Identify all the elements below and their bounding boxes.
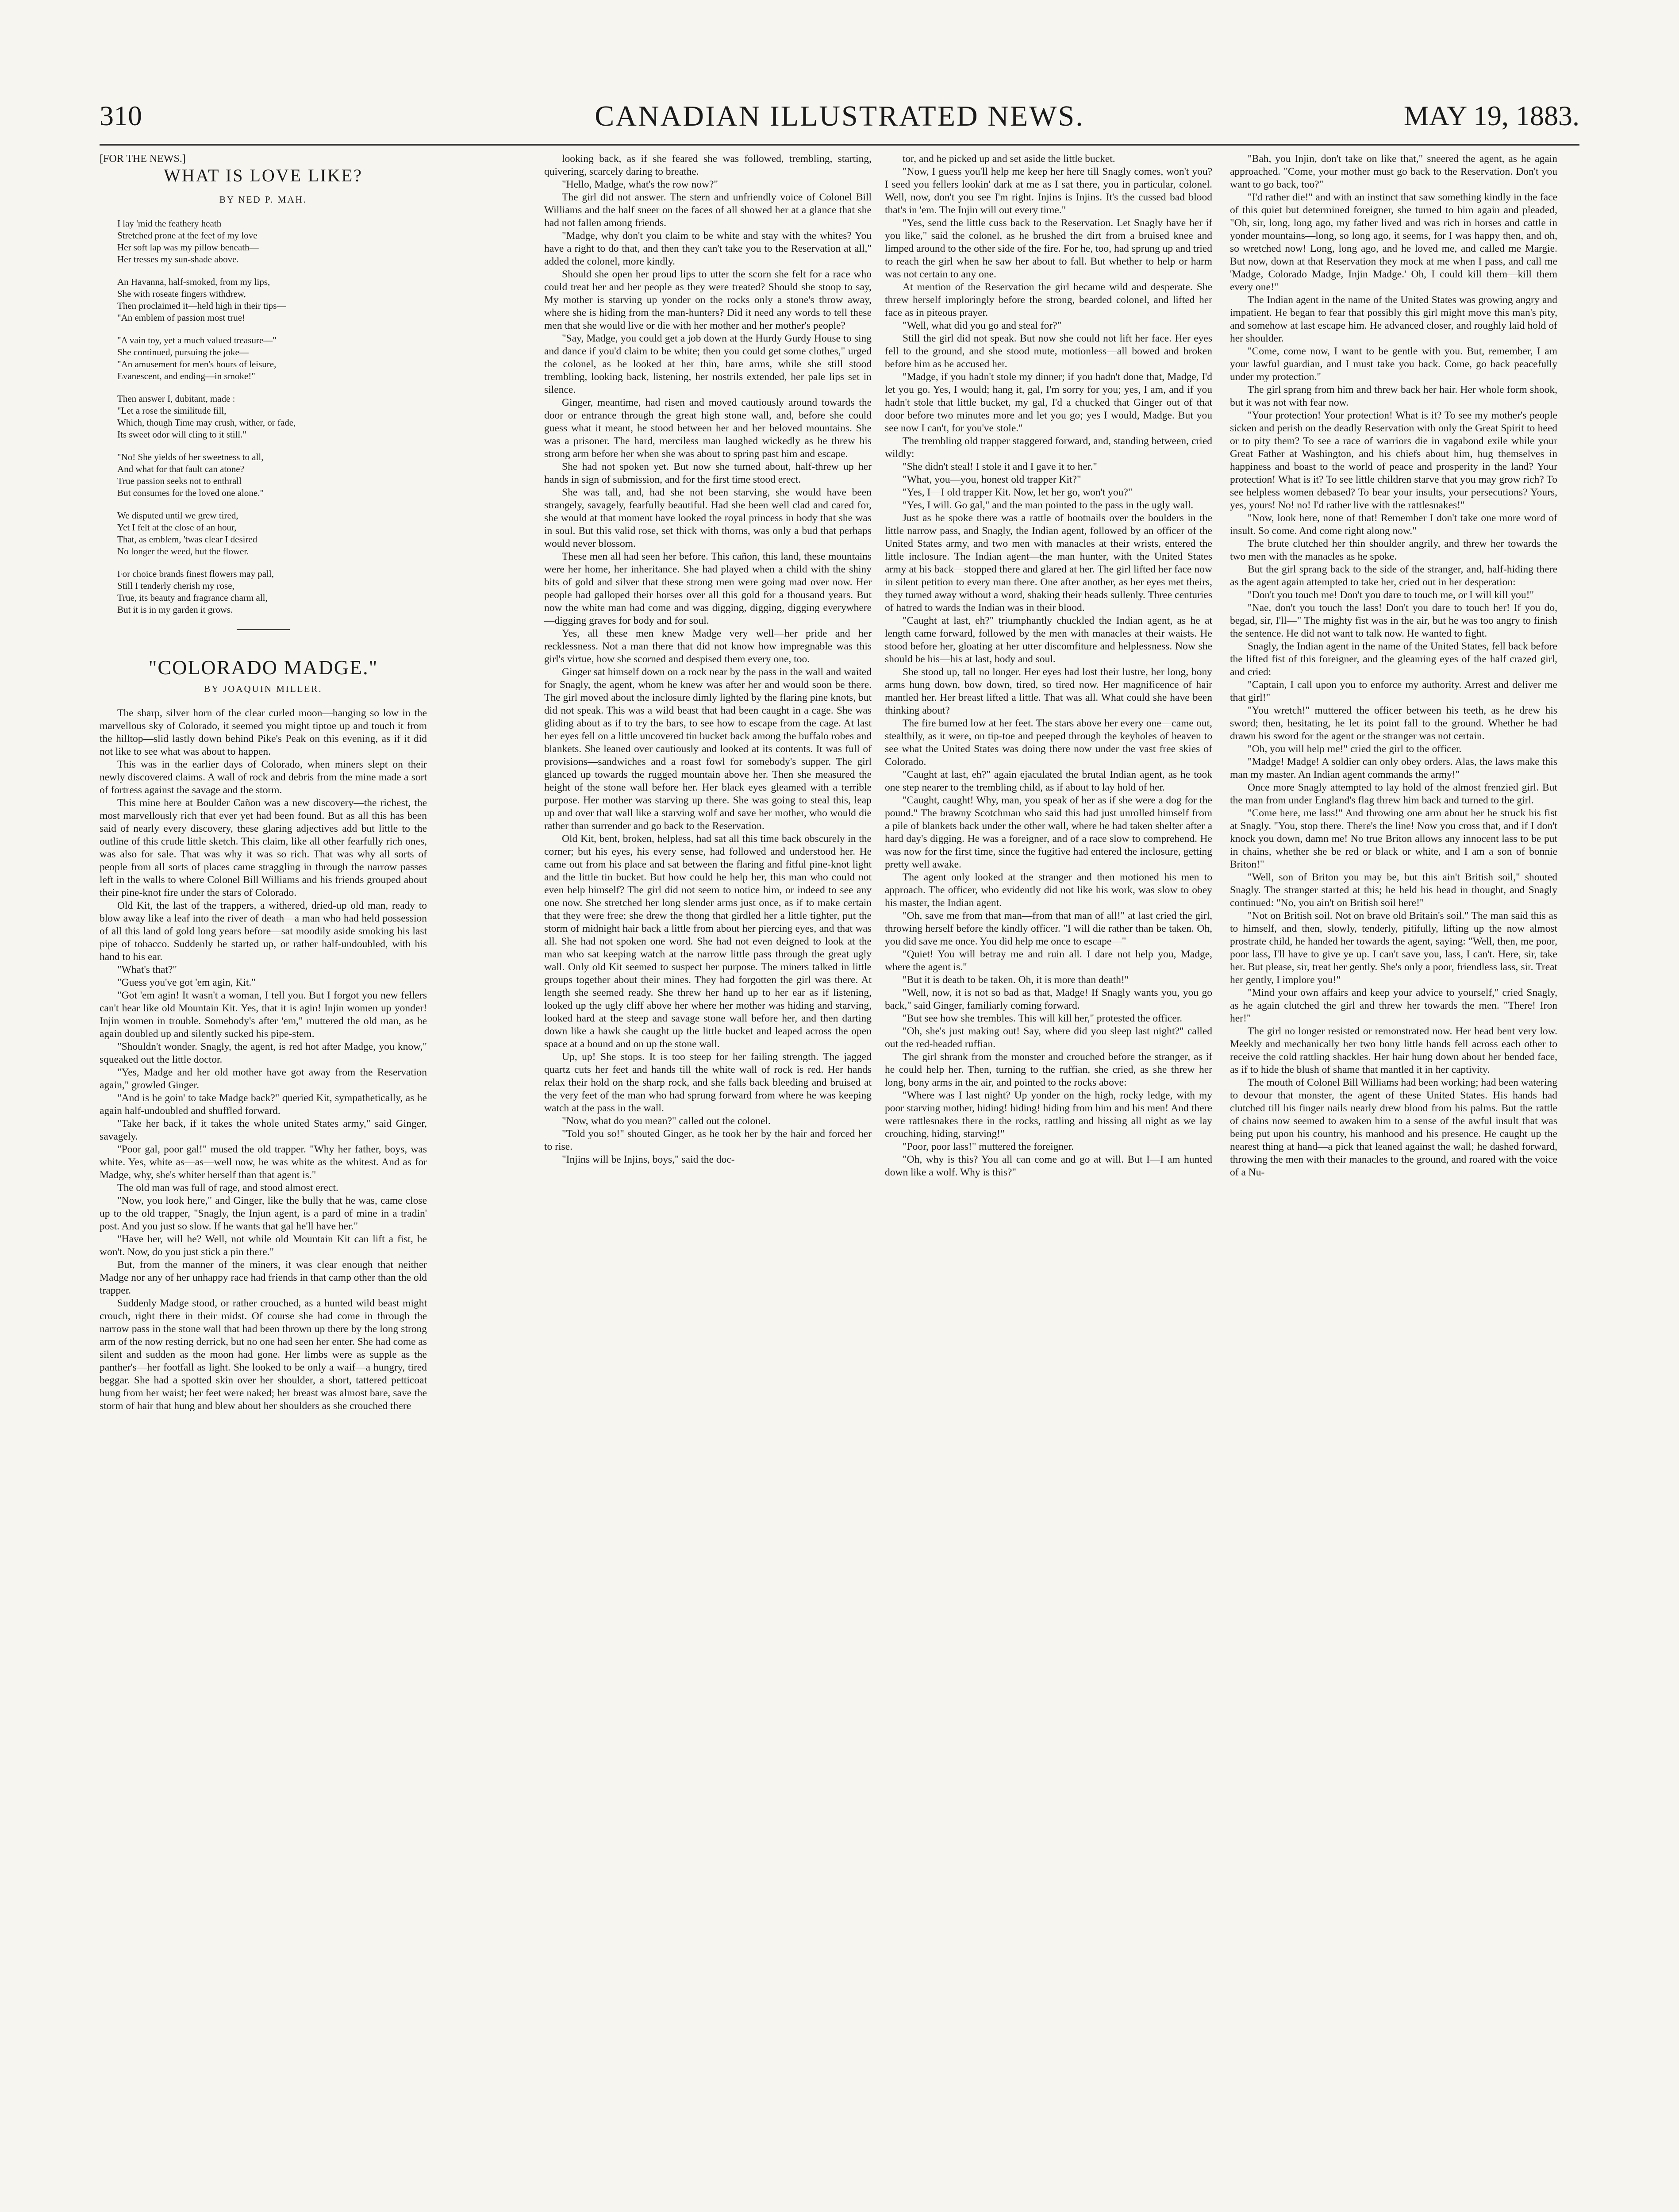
poem-line: Then answer I, dubitant, made :	[117, 393, 235, 404]
poem-stanza	[117, 510, 427, 557]
story-paragraph: "Well, now, it is not so bad as that, Madge! If Snagly wants you, you go back," said Ginger, familiarly coming forward.	[885, 987, 1212, 1011]
story-paragraph: Old Kit, the last of the trappers, a withered, dried-up old man, ready to blow away like a leaf into the river of death—a man who had held possession of all this land of gold long years before—sat moodily aside smoking his last pipe of tobacco. Suddenly he started up, or rather half-undoubled, with his hand to his ear.	[100, 900, 427, 963]
story-paragraph: This was in the earlier days of Colorado, when miners slept on their newly discovered claims. A wall of rock and debris from the mine made a sort of fortress against the savage and the storm.	[100, 759, 427, 796]
story-paragraph: She had not spoken yet. But now she turned about, half-threw up her hands in sign of submission, and for the first time stood erect.	[544, 461, 872, 485]
story-paragraph: "Well, what did you go and steal for?"	[903, 320, 1062, 331]
story-paragraph: "Yes, I—I old trapper Kit. Now, let her go, won't you?"	[903, 487, 1133, 498]
story-paragraph: "Got 'em agin! It wasn't a woman, I tell you. But I forgot you new fellers can't hear like old Mountain Kit. Yes, that it is agin! Injin women up yonder! Injin women in trouble. Somebody's after 'em," muttered the old man, as he again doubled up and silently sucked his pipe-stem.	[100, 990, 427, 1040]
poem-line: Still I tenderly cherish my rose,	[117, 580, 234, 591]
story-paragraph: But the girl sprang back to the side of the stranger, and, half-hiding there as the agent again attempted to take her, cried out in her desperation:	[1230, 564, 1557, 588]
story-paragraph: "Caught at last, eh?" triumphantly chuckled the Indian agent, as he at length came forward, followed by the men with manacles at their waists. He stood before her, gloating at her utter discomfiture and helplessness. Now she should be his—his at last, body and soul.	[885, 615, 1212, 665]
poem-line: But it is in my garden it grows.	[117, 604, 233, 615]
story-paragraph: "Now, look here, none of that! Remember I don't take one more word of insult. So come. And come right along now."	[1230, 512, 1557, 537]
poem-line: "An amusement for men's hours of leisure,	[117, 359, 277, 369]
story-paragraph: "Not on British soil. Not on brave old Britain's soil." The man said this as to himself, and then, slowly, tenderly, pitifully, lifting up the now almost prostrate child, he handed her towards the agent, saying: "Well, then, me poor, poor lass, I'll have to give ye up. I can't save you, lass, I can't. Here, sir, take her. But please, sir, treat her gently. She's only a poor, friendless lass, sir. Treat her gently, I implore you!"	[1230, 910, 1557, 986]
story-paragraph: "Don't you touch me! Don't you dare to touch me, or I will kill you!"	[1248, 589, 1534, 601]
story-paragraph: "Yes, I will. Go gal," and the man pointed to the pass in the ugly wall.	[903, 499, 1194, 511]
story-paragraph: Up, up! She stops. It is too steep for her failing strength. The jagged quartz cuts her feet and hands till the white wall of rock is red. Her hands relax their hold on the sharp rock, and she falls back bleeding and bruised at the very feet of the man who had sprung forward from where he was keeping watch at the pass in the wall.	[544, 1051, 872, 1114]
story-paragraph: She stood up, tall no longer. Her eyes had lost their lustre, her long, bony arms hung down, bow down, tired, so tired now. Her magnificence of hair mantled her. Her breast lifted a little. That was all. What could she have been thinking about?	[885, 666, 1212, 716]
poem-line: "A vain toy, yet a much valued treasure—"	[117, 335, 277, 346]
story-paragraph: looking back, as if she feared she was followed, trembling, starting, quivering, scarcely daring to breathe.	[544, 153, 872, 177]
story-paragraph: "Bah, you Injin, don't take on like that," sneered the agent, as he again approached. "Come, your mother must go back to the Reservation. Don't you want to go back, too?"	[1230, 153, 1557, 190]
poem-line: True passion seeks not to enthrall	[117, 476, 242, 486]
story-paragraph: "And is he goin' to take Madge back?" queried Kit, sympathetically, as he again half-undoubled and shuffled forward.	[100, 1092, 427, 1117]
story-paragraph: The sharp, silver horn of the clear curled moon—hanging so low in the marvellous sky of Colorado, it seemed you might tiptoe up and touch it from the hilltop—slid lastly down behind Pike's Peak on this evening, as if it did not like to see what was about to happen.	[100, 707, 427, 757]
story-column-1-text	[100, 707, 427, 1413]
story-paragraph: Just as he spoke there was a rattle of bootnails over the boulders in the little narrow pass, and Snagly, the Indian agent, followed by an officer of the United States army, and two men with manacles at their wrists, entered the little inclosure. The Indian agent—the man hunter, with the United States army at his back—stopped there and glared at her. The girl lifted her face now in silent petition to every man there. One after another, as her eyes met theirs, they turned away without a word, shaking their heads sullenly. Three centuries of hatred to wards the Indian was in their blood.	[885, 512, 1212, 614]
issue-date: MAY 19, 1883.	[1403, 100, 1579, 131]
poem-line: Her tresses my sun-shade above.	[117, 254, 239, 265]
poem-line: Then proclaimed it—held high in their tips—	[117, 300, 286, 311]
story-title: "COLORADO MADGE."	[148, 656, 378, 679]
story-paragraph: "Your protection! Your protection! What is it? To see my mother's people sicken and perish on the deadly Reservation with only the Great Spirit to heed or to pity them? To see a race of warriors die in vagabond exile while your Great Father at Washington, and his chiefs about him, hug themselves in happiness and boast to the world of peace and prosperity in the land? Your protection! What is it? To see little children starve that you may grow rich? To see helpless women debased? To bear your insults, your persecutions? Yours, yes, yours! No! no! I'd rather live with the rattlesnakes!"	[1230, 410, 1557, 511]
poem-stanza	[117, 276, 427, 324]
story-paragraph: "But see how she trembles. This will kill her," protested the officer.	[903, 1013, 1183, 1024]
story-paragraph: "Now, you look here," and Ginger, like the bully that he was, came close up to the old trapper, "Snagly, the Injun agent, is a pard of mine in a tradin' post. And you just so slow. If he wants that gal he'll have her."	[100, 1195, 427, 1232]
story-paragraph: "She didn't steal! I stole it and I gave it to her."	[903, 461, 1097, 472]
poem-stanza	[117, 451, 427, 499]
story-paragraph: "Well, son of Briton you may be, but this ain't British soil," shouted Snagly. The stranger started at this; he held his head in thought, and Snagly continued: "No, you ain't on British soil here!"	[1230, 872, 1557, 909]
poem-line: Yet I felt at the close of an hour,	[117, 522, 237, 533]
story-paragraph: This mine here at Boulder Cañon was a new discovery—the richest, the most marvellously rich that ever yet had been found. But as all this has been said of nearly every discovery, these glaring adjectives add but little to the outline of this crude little sketch. This claim, like all other fearfully rich ones, was also for sale. That was why it was so rich. That was why all sorts of people from all sorts of places came straggling in through the narrow passes left in the walls to where Colonel Bill Williams and his friends grouped about their pine-knot fire under the stars of Colorado.	[100, 797, 427, 899]
poem-line: For choice brands finest flowers may pall,	[117, 568, 274, 579]
poem-stanza	[117, 334, 427, 382]
story-paragraph: The Indian agent in the name of the United States was growing angry and impatient. He began to fear that possibly this girl might move this man's pity, and somehow at last escape him. He advanced closer, and roughly laid hold of her shoulder.	[1230, 294, 1557, 344]
poem-line: "Let a rose the similitude fill,	[117, 405, 227, 416]
story-paragraph: "Guess you've got 'em agin, Kit."	[117, 977, 256, 988]
story-paragraph: But, from the manner of the miners, it was clear enough that neither Madge nor any of her unhappy race had friends in that camp other than the old trapper.	[100, 1259, 427, 1296]
story-paragraph: The old man was full of rage, and stood almost erect.	[117, 1182, 338, 1194]
story-paragraph: At mention of the Reservation the girl became wild and desperate. She threw herself imploringly before the strong, bearded colonel, and lifted her face as in piteous prayer.	[885, 281, 1212, 319]
story-paragraph: The girl no longer resisted or remonstrated now. Her head bent very low. Meekly and mechanically her two bony little hands fell across each other to receive the cold rattling shackles. Her hair hung down about her bended face, as if to hide the blush of shame that mantled it in her captivity.	[1230, 1025, 1557, 1075]
story-paragraph: "Now, I guess you'll help me keep her here till Snagly comes, won't you? I seed you fellers lookin' dark at me as I sat there, you in particular, colonel. Well, now, don't you see I'm right. Injins is Injins. It's the cussed bad blood that's in 'em. The Injin will out every time."	[885, 166, 1212, 216]
story-paragraph: "Mind your own affairs and keep your advice to yourself," cried Snagly, as he again clutched the girl and threw her towards the men. "There! Iron her!"	[1230, 987, 1557, 1024]
story-paragraph: Snagly, the Indian agent in the name of the United States, fell back before the lifted fist of this foreigner, and the gleaming eyes of the half crazed girl, and cried:	[1230, 641, 1557, 678]
story-paragraph: "Oh, she's just making out! Say, where did you sleep last night?" called out the red-headed ruffian.	[885, 1025, 1212, 1050]
story-paragraph: "Say, Madge, you could get a job down at the Hurdy Gurdy House to sing and dance if you'd claim to be white; then you could get some clothes," urged the colonel, as he looked at her thin, bare arms, while she still stood trembling, looking back, listening, her nostrils extended, her pale lips set in silence.	[544, 333, 872, 396]
story-paragraph: The girl did not answer. The stern and unfriendly voice of Colonel Bill Williams and the half sneer on the faces of all showed her at a glance that she had not fallen among friends.	[544, 192, 872, 229]
story-paragraph: "Yes, send the little cuss back to the Reservation. Let Snagly have her if you like," said the colonel, as he brushed the dirt from a bruised knee and limped around to the other side of the fire. For he, too, had sprung up and tried to reach the girl when he saw her about to fall. But whether to help or harm was not certain to any one.	[885, 217, 1212, 280]
story-paragraph: "You wretch!" muttered the officer between his teeth, as he drew his sword; then, hesitating, he let its point fall to the ground. Whether he had drawn his sword for the agent or the stranger was not certain.	[1230, 705, 1557, 742]
poem-line: An Havanna, half-smoked, from my lips,	[117, 276, 270, 287]
poem-line: She with roseate fingers withdrew,	[117, 288, 246, 299]
story-paragraph: tor, and he picked up and set aside the little bucket.	[903, 153, 1115, 165]
poem-line: I lay 'mid the feathery heath	[117, 218, 222, 229]
story-paragraph: "Come here, me lass!" And throwing one arm about her he struck his fist at Snagly. "You, stop there. There's the line! Now you cross that, and if I don't knock you down, damn me! No true Briton allows any innocent lass to be put in chains, whether she be red or black or white, and I am a son of bonnie Briton!"	[1230, 807, 1557, 870]
poem-byline: BY NED P. MAH.	[219, 194, 307, 205]
poem-kicker: [FOR THE NEWS.]	[100, 153, 186, 165]
story-paragraph: "Poor gal, poor gal!" mused the old trapper. "Why her father, boys, was white. Yes, white as—as—well now, he was white as the whitest. And as for Madge, why, she's whiter herself than that agent is."	[100, 1144, 427, 1181]
story-byline: BY JOAQUIN MILLER.	[204, 684, 323, 694]
poem-line: And what for that fault can atone?	[117, 464, 244, 474]
story-paragraph: These men all had seen her before. This cañon, this land, these mountains were her home, her inheritance. She had played when a child with the shiny bits of gold and silver that these strong men were going mad over now. Her people had galloped their horses over all this gold for a thousand years. But now the white man had come and was digging, digging, digging everywhere—digging graves for body and for soul.	[544, 551, 872, 626]
story-paragraph: "I'd rather die!" and with an instinct that saw something kindly in the face of this quiet but determined foreigner, she turned to him again and pleaded, "Oh, sir, long, long ago, my father lived and was rich in horses and cattle in yonder mountains—long, so long ago, it seems, for I was happy then, and oh, so wretched now! Long, long ago, and he loved me, and called me Margie. But now, down at that Reservation they mock at me when I pass, and call me 'Madge, Colorado Madge, Injin Madge.' Oh, I could kill them—kill them every one!"	[1230, 192, 1557, 293]
story-paragraph: Once more Snagly attempted to lay hold of the almost frenzied girl. But the man from under England's flag threw him back and turned to the girl.	[1230, 782, 1557, 806]
section-divider	[237, 629, 290, 630]
poem-line: Stretched prone at the feet of my love	[117, 230, 257, 241]
story-paragraph: "Oh, why is this? You all can come and go at will. But I—I am hunted down like a wolf. Why is this?"	[885, 1154, 1212, 1178]
poem-line: Evanescent, and ending—in smoke!"	[117, 371, 255, 381]
story-paragraph: The trembling old trapper staggered forward, and, standing between, cried wildly:	[885, 435, 1212, 460]
column-4	[1230, 153, 1557, 1179]
story-paragraph: "What's that?"	[117, 964, 177, 975]
story-paragraph: "Yes, Madge and her old mother have got away from the Reservation again," growled Ginger.	[100, 1067, 427, 1091]
story-paragraph: The agent only looked at the stranger and then motioned his men to approach. The officer, who evidently did not like his work, was slow to obey his master, the Indian agent.	[885, 872, 1212, 909]
column-2	[544, 153, 872, 1166]
poem-line: Its sweet odor will cling to it still."	[117, 429, 247, 440]
story-paragraph: "Quiet! You will betray me and ruin all. I dare not help you, Madge, where the agent is."	[885, 949, 1212, 973]
story-paragraph: "Where was I last night? Up yonder on the high, rocky ledge, with my poor starving mother, hiding! hiding! hiding from him and his men! And there were rattlesnakes there in the rocks, rattling and hissing all night as we lay crouching, hiding, starving!"	[885, 1090, 1212, 1140]
story-paragraph: "Caught at last, eh?" again ejaculated the brutal Indian agent, as he took one step nearer to the trembling child, as if about to lay hold of her.	[885, 769, 1212, 793]
story-paragraph: The girl sprang from him and threw back her hair. Her whole form shook, but it was not with fear now.	[1230, 384, 1557, 408]
column-3	[885, 153, 1212, 1179]
story-paragraph: "Captain, I call upon you to enforce my authority. Arrest and deliver me that girl!"	[1230, 679, 1557, 703]
poem-line: But consumes for the loved one alone."	[117, 488, 264, 498]
story-paragraph: The mouth of Colonel Bill Williams had been working; had been watering to devour that monster, the agent of these United States. His hands had clutched till his finger nails nearly drew blood from his palms. But the rattle of chains now seemed to awaken him to a sense of the awful insult that was being put upon his country, his manhood and his presence. He caught up the nearest thing at hand—a pick that leaned against the wall; he dashed forward, throwing the men with their manacles to the ground, and roared with the voice of a Nu-	[1230, 1077, 1557, 1178]
story-paragraph: Ginger, meantime, had risen and moved cautiously around towards the door or entrance through the great high stone wall, and, before she could guess what it meant, he stood between her and her beloved mountains. She was a prisoner. The hard, merciless man laughed wickedly as he threw his strong arm before her when she was about to spring past him and escape.	[544, 397, 872, 460]
header-rule	[100, 144, 1579, 146]
poem-stanza	[117, 568, 427, 616]
story-paragraph: Old Kit, bent, broken, helpless, had sat all this time back obscurely in the corner; but his eyes, his every sense, had followed and understood her. He came out from his place and sat between the flaring and fitful pine-knot light and the little tin bucket. But how could he help her, this man who could not even help himself? The girl did not seem to notice him, or indeed to see any one now. She stretched her long slender arms just once, as if to make certain that they were free; she drew the thong that girdled her a little tighter, put the storm of midnight hair back a little from about her piercing eyes, and that was all. She had not spoken one word. She had not even deigned to look at the man who sat keeping watch at the narrow little pass through the great ugly wall. Only old Kit seemed to suspect her purpose. The miners talked in little groups together about their mines. They had forgotten the girl was there. At length she seemed ready. She threw her hand up to her ear as if listening, looked up the ugly cliff above her where her mother was hiding and starving, looked hard at the steep and savage stone wall before her, and then darting down like a hawk she caught up the little bucket and leaped across the open space at a bound and on up the stone wall.	[544, 833, 872, 1050]
column-1	[100, 153, 427, 1413]
poem-line: "An emblem of passion most true!	[117, 312, 246, 323]
poem-line: No longer the weed, but the flower.	[117, 546, 249, 557]
story-paragraph: She was tall, and, had she not been starving, she would have been strangely, savagely, fearfully beautiful. Had she been well clad and cared for, she would at that moment have looked the royal princess in body that she was in soul. But this valid rose, set thick with thorns, was only a bud that perhaps would never blossom.	[544, 487, 872, 549]
poem-line: Her soft lap was my pillow beneath—	[117, 242, 259, 253]
story-paragraph: "Come, come now, I want to be gentle with you. But, remember, I am your lawful guardian, and I must take you back. Come, go back peacefully under my protection."	[1230, 346, 1557, 383]
story-paragraph: "Have her, will he? Well, not while old Mountain Kit can lift a fist, he won't. Now, do you just stick a pin there."	[100, 1233, 427, 1258]
poem-line: Which, though Time may crush, wither, or fade,	[117, 417, 296, 428]
story-paragraph: "Hello, Madge, what's the row now?"	[562, 179, 718, 190]
story-paragraph: "Oh, save me from that man—from that man of all!" at last cried the girl, throwing herself before the kindly officer. "I will die rather than be taken. Oh, you did save me once. You did help me once to escape—"	[885, 910, 1212, 947]
story-paragraph: Ginger sat himself down on a rock near by the pass in the wall and waited for Snagly, the agent, whom he knew was after her and would soon be there. The girl moved about the inclosure dimly lighted by the flaring pine knots, but did not speak. This was a wild beast that had been caught in a cage. She was gliding about as if to try the bars, to see how to escape from the cage. At last her eyes fell on a little uncovered tin bucket back among the buffalo robes and blankets. She leaned over cautiously and looked at its contents. It was full of provisions—sandwiches and a roast fowl for somebody's supper. The girl glanced up towards the rugged mountain above her. Then she measured the height of the stone wall before her. Her black eyes gleamed with a terrible purpose. Her mother was starving up there. She was going to steal this, leap up and over that wall like a starving wolf and save her mother, who would die rather than surrender and go back to the Reservation.	[544, 666, 872, 832]
story-paragraph: "Take her back, if it takes the whole united States army," said Ginger, savagely.	[100, 1118, 427, 1142]
poem-title: WHAT IS LOVE LIKE?	[164, 165, 363, 185]
story-paragraph: "But it is death to be taken. Oh, it is more than death!"	[903, 974, 1129, 986]
story-paragraph: "Poor, poor lass!" muttered the foreigner.	[903, 1141, 1074, 1152]
story-paragraph: Suddenly Madge stood, or rather crouched, as a hunted wild beast might crouch, right there in their midst. Of course she had come in through the narrow pass in the stone wall that had been thrown up there by the long strong arm of the now resting derrick, but no one had seen her enter. She had come as silent and sudden as the moon had gone. Her limbs were as supple as the panther's—her footfall as light. She looked to be only a waif—a hungry, tired beggar. She had a spotted skin over her shoulder, a short, tattered petticoat hung from her waist; her feet were naked; her breast was almost bare, save the storm of hair that hung and blew about her shoulders as she crouched there	[100, 1298, 427, 1412]
story-paragraph: "Shouldn't wonder. Snagly, the agent, is red hot after Madge, you know," squeaked out the little doctor.	[100, 1041, 427, 1065]
story-paragraph: The fire burned low at her feet. The stars above her every one—came out, stealthily, as it were, on tip-toe and peeped through the keyholes of heaven to see what the United States was doing there now under the vast free skies of Colorado.	[885, 718, 1212, 768]
poem-line: True, its beauty and fragrance charm all,	[117, 592, 268, 603]
story-paragraph: Should she open her proud lips to utter the scorn she felt for a race who could treat her and her people as they were treated? Should she stoop to say, My mother is starving up yonder on the rocks only a stone's throw away, where she is hiding from the man-hunters? Did it need any words to tell these men that she would live or die with her mother and her mother's people?	[544, 269, 872, 331]
story-paragraph: Yes, all these men knew Madge very well—her pride and her recklessness. Not a man there that did not know how impregnable was this girl's virtue, how she scorned and despised them every one, too.	[544, 628, 872, 665]
poem-stanza	[117, 393, 427, 441]
story-paragraph: "Oh, you will help me!" cried the girl to the officer.	[1248, 743, 1462, 755]
story-paragraph: Still the girl did not speak. But now she could not lift her face. Her eyes fell to the ground, and she stood mute, motionless—all bowed and broken before him as he accused her.	[885, 333, 1212, 370]
story-paragraph: "Madge, if you hadn't stole my dinner; if you hadn't done that, Madge, I'd let you go. Yes, I would; hang it, gal, I'm sorry for you; yes, I am, and if you hadn't stole that little bucket, my gal, I'd a chucked that Ginger out of that door before two minutes more and let you go; yes I would, Madge. But you see now I can't, for you've stole."	[885, 371, 1212, 434]
poem-line: She continued, pursuing the joke—	[117, 347, 249, 357]
poem-line: That, as emblem, 'twas clear I desired	[117, 534, 257, 545]
poem-line: "No! She yields of her sweetness to all,	[117, 452, 264, 462]
story-paragraph: "Told you so!" shouted Ginger, as he took her by the hair and forced her to rise.	[544, 1128, 872, 1152]
story-paragraph: "Injins will be Injins, boys," said the doc-	[562, 1154, 735, 1165]
story-paragraph: "Now, what do you mean?" called out the colonel.	[562, 1115, 771, 1127]
story-paragraph: "Madge! Madge! A soldier can only obey orders. Alas, the laws make this man my master. An Indian agent commands the army!"	[1230, 756, 1557, 780]
story-paragraph: "Nae, don't you touch the lass! Don't you dare to touch her! If you do, begad, sir, I'll—" The mighty fist was in the air, but he was too angry to finish the sentence. He did not want to talk now. He wanted to fight.	[1230, 602, 1557, 639]
story-paragraph: "Caught, caught! Why, man, you speak of her as if she were a dog for the pound." The brawny Scotchman who said this had just unrolled himself from a pile of blankets back under the other wall, where he had taken shelter after a hard day's digging. He was a foreigner, and of a race slow to comprehend. He was now for the first time, since the fugitive had entered the inclosure, getting pretty well awake.	[885, 795, 1212, 870]
poem-stanza	[117, 218, 427, 265]
masthead-title: CANADIAN ILLUSTRATED NEWS.	[595, 100, 1084, 132]
story-paragraph: The girl shrank from the monster and crouched before the stranger, as if he could help her. Then, turning to the ruffian, she cried, as she threw her long, bony arms in the air, and pointed to the rocks above:	[885, 1051, 1212, 1088]
story-paragraph: "Madge, why don't you claim to be white and stay with the whites? You have a right to do that, and then they can't take you to the Reservation at all," added the colonel, more kindly.	[544, 230, 872, 267]
poem-line: We disputed until we grew tired,	[117, 510, 238, 521]
poem-stanzas	[100, 218, 427, 616]
page-number: 310	[100, 100, 142, 131]
story-paragraph: The brute clutched her thin shoulder angrily, and threw her towards the two men with the manacles as he spoke.	[1230, 538, 1557, 562]
story-paragraph: "What, you—you, honest old trapper Kit?"	[903, 474, 1081, 485]
